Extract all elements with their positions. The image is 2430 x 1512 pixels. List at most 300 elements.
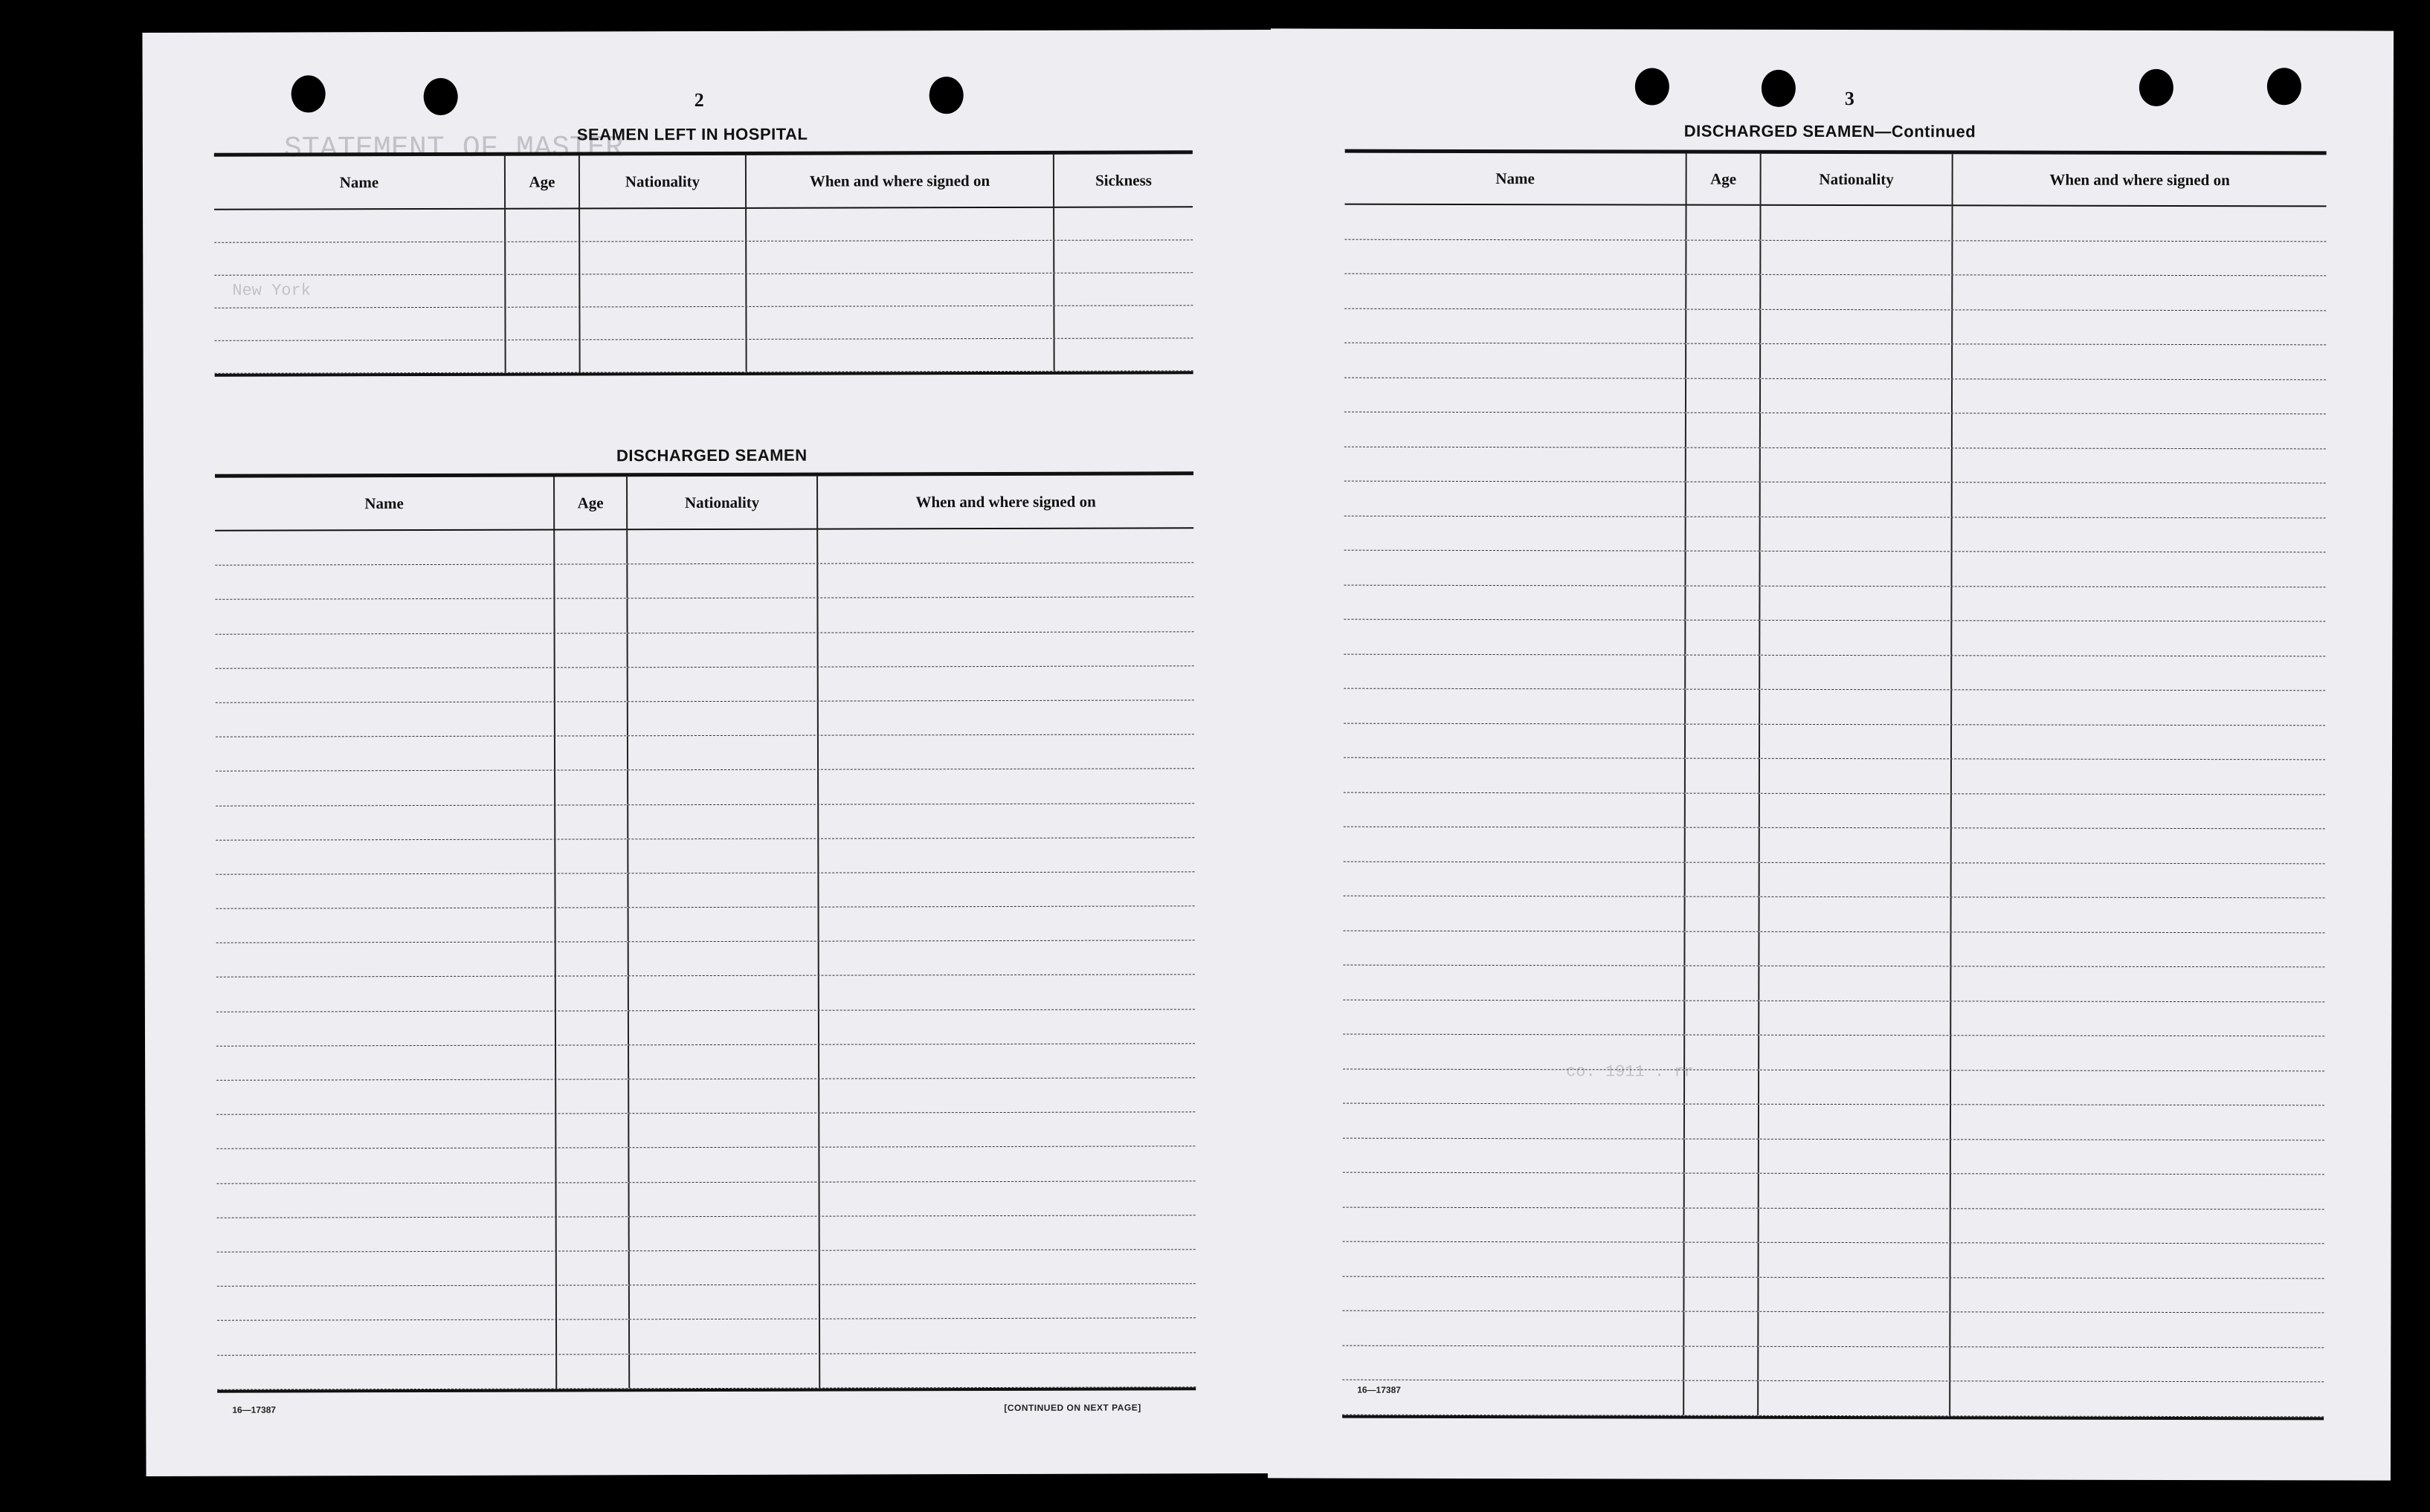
table-cell — [1759, 517, 1951, 551]
page-number: 2 — [694, 89, 704, 112]
table-cell — [215, 565, 553, 599]
table-cell — [1950, 1174, 2324, 1209]
table-row — [216, 872, 1194, 909]
table-cell — [1758, 1139, 1950, 1173]
table-row — [1342, 1380, 2324, 1417]
table-cell — [817, 872, 1194, 907]
table-cell — [1344, 239, 1685, 274]
discharged-table — [215, 471, 1196, 1392]
table-row — [216, 666, 1194, 703]
table-cell — [628, 1010, 818, 1044]
table-cell — [1683, 966, 1758, 1001]
table-cell — [1684, 862, 1759, 896]
table-cell — [1950, 656, 2325, 691]
table-cell — [1685, 344, 1759, 378]
table-row — [216, 1044, 1195, 1081]
table-cell — [1951, 379, 2326, 414]
page-number: 3 — [1844, 88, 1854, 110]
table-cell — [1759, 448, 1951, 482]
table-cell — [1053, 273, 1193, 305]
table-cell — [1951, 275, 2326, 310]
table-cell — [1684, 690, 1759, 724]
table-cell — [1951, 344, 2326, 379]
table-cell — [1950, 1070, 2324, 1105]
hospital-table — [214, 150, 1193, 376]
table-cell — [555, 1114, 628, 1147]
table-row — [1344, 792, 2325, 829]
table-cell — [216, 702, 554, 736]
table-cell — [1758, 1070, 1950, 1104]
table-row — [1344, 205, 2326, 242]
table-cell — [1949, 1278, 2324, 1313]
table-cell — [555, 1045, 628, 1079]
table-cell — [216, 805, 554, 839]
table-row — [1344, 308, 2326, 345]
table-cell — [1951, 310, 2326, 345]
table-cell — [1344, 758, 1684, 792]
column-header-nationality: Nationality — [579, 155, 745, 208]
table-cell — [1758, 966, 1950, 1001]
table-cell — [216, 1148, 555, 1183]
table-cell — [1685, 240, 1759, 274]
table-cell — [819, 1319, 1196, 1354]
table-row — [217, 1284, 1196, 1321]
table-row — [1344, 758, 2325, 795]
table-cell — [555, 943, 628, 976]
table-cell — [1683, 1001, 1758, 1035]
table-cell — [1343, 1138, 1683, 1172]
table-header — [1345, 153, 2327, 207]
table-row — [216, 1112, 1195, 1149]
column-header-name: Name — [1495, 169, 1535, 187]
table-row — [1342, 1311, 2324, 1348]
table-cell — [1950, 932, 2324, 967]
table-cell — [505, 340, 579, 372]
table-cell — [555, 977, 628, 1010]
table-cell — [819, 1353, 1196, 1388]
table-cell — [1759, 862, 1950, 896]
bleed-through-text: New York — [232, 281, 312, 300]
table-cell — [1950, 897, 2325, 932]
table-cell — [216, 771, 554, 805]
table-row — [216, 1078, 1195, 1115]
table-cell — [1758, 931, 1950, 966]
table-cell — [1344, 585, 1684, 619]
table-cell — [555, 1183, 628, 1216]
table-cell — [1684, 759, 1759, 793]
table-cell — [1759, 240, 1951, 274]
table-cell — [1758, 1243, 1950, 1277]
table-row — [1344, 862, 2325, 898]
table-row — [216, 941, 1195, 978]
table-row — [1343, 1104, 2324, 1140]
column-header-sickness: Sickness — [1053, 154, 1193, 206]
table-cell — [1343, 966, 1683, 1000]
table-cell — [1758, 1001, 1950, 1035]
table-cell — [555, 1148, 628, 1182]
column-header-name: Name — [364, 494, 404, 512]
table-cell — [1343, 1000, 1683, 1034]
table-cell — [216, 737, 554, 771]
table-cell — [745, 306, 1053, 339]
table-row — [1344, 827, 2325, 864]
table-cell — [1684, 586, 1759, 620]
right-page — [1268, 28, 2394, 1480]
table-cell — [214, 210, 504, 242]
table-row — [217, 1215, 1196, 1253]
table-cell — [1949, 1347, 2324, 1382]
table-cell — [1951, 517, 2326, 552]
column-header-nationality: Nationality — [626, 476, 816, 529]
table-cell — [1684, 552, 1759, 586]
table-cell — [1344, 896, 1684, 931]
table-cell — [1683, 1139, 1758, 1173]
table-cell — [215, 531, 553, 565]
table-row — [1344, 413, 2326, 449]
table-cell — [554, 668, 627, 701]
table-cell — [628, 1285, 819, 1319]
table-cell — [1951, 241, 2326, 276]
table-cell — [1759, 621, 1950, 655]
table-cell — [818, 1147, 1195, 1182]
table-cell — [817, 804, 1194, 839]
table-cell — [745, 274, 1053, 306]
table-cell — [1683, 1036, 1758, 1070]
table-cell — [1053, 240, 1193, 272]
table-cell — [1950, 621, 2325, 656]
table-cell — [817, 632, 1194, 667]
table-cell — [1683, 1381, 1757, 1415]
table-cell — [627, 633, 817, 667]
table-cell — [818, 1009, 1195, 1044]
bleed-through-text: co. 1911 . rr — [1566, 1062, 1694, 1082]
punch-hole — [929, 77, 964, 114]
table-cell — [554, 839, 627, 873]
table-cell — [628, 1079, 818, 1114]
left-page — [142, 30, 1280, 1476]
table-cell — [1759, 482, 1951, 517]
table-cell — [1685, 206, 1759, 240]
table-row — [216, 906, 1195, 943]
table-cell — [1343, 1242, 1683, 1276]
table-cell — [1344, 447, 1685, 481]
table-cell — [1683, 1243, 1758, 1277]
table-cell — [1344, 689, 1684, 723]
table-cell — [554, 873, 627, 907]
table-cell — [216, 839, 554, 873]
table-cell — [1759, 897, 1950, 931]
form-code: 16—17387 — [232, 1404, 277, 1415]
table-cell — [1950, 1001, 2324, 1036]
table-row — [1342, 1276, 2324, 1313]
table-cell — [746, 339, 1054, 372]
punch-hole — [291, 75, 326, 112]
table-cell — [1950, 1243, 2324, 1278]
table-cell — [627, 736, 817, 770]
table-row — [216, 838, 1194, 875]
column-header-age: Age — [504, 155, 579, 207]
table-row — [1343, 966, 2324, 1002]
table-cell — [1759, 552, 1950, 586]
table-cell — [504, 307, 579, 339]
table-cell — [1759, 344, 1951, 378]
table-cell — [217, 1217, 555, 1251]
table-cell — [1759, 586, 1950, 620]
table-cell — [1950, 725, 2325, 760]
table-cell — [1344, 205, 1685, 239]
column-header-age: Age — [1686, 154, 1760, 204]
table-cell — [1683, 1346, 1757, 1380]
table-cell — [216, 1114, 555, 1148]
table-cell — [1950, 863, 2325, 898]
punch-hole — [424, 78, 458, 115]
table-header — [215, 475, 1193, 531]
table-cell — [818, 906, 1195, 941]
column-header-signed-on: When and where signed on — [745, 155, 1053, 207]
table-cell — [554, 702, 627, 735]
table-row — [216, 769, 1194, 807]
table-cell — [745, 208, 1053, 241]
table-cell — [553, 599, 626, 633]
table-cell — [1951, 413, 2326, 448]
table-row — [1342, 1345, 2324, 1382]
table-cell — [628, 908, 818, 942]
table-cell — [555, 1251, 628, 1285]
table-cell — [627, 839, 817, 873]
table-cell — [626, 564, 816, 598]
punch-hole — [1762, 70, 1796, 107]
table-cell — [215, 599, 553, 633]
table-body — [215, 529, 1196, 1389]
table-cell — [579, 307, 745, 340]
table-row — [217, 1319, 1196, 1356]
table-cell — [1344, 792, 1684, 827]
table-cell — [214, 308, 504, 340]
table-row — [214, 273, 1193, 308]
table-cell — [818, 1078, 1195, 1113]
table-cell — [1950, 1105, 2324, 1140]
table-cell — [628, 1148, 818, 1182]
table-cell — [1759, 378, 1951, 413]
table-cell — [217, 1183, 555, 1217]
table-cell — [1343, 1104, 1683, 1138]
table-cell — [216, 873, 554, 908]
table-cell — [504, 274, 579, 306]
table-cell — [627, 804, 817, 839]
table-cell — [217, 1286, 555, 1320]
table-cell — [1950, 690, 2325, 725]
table-cell — [1343, 1207, 1683, 1241]
table-cell — [1759, 275, 1951, 309]
table-cell — [214, 242, 504, 275]
table-cell — [628, 1114, 818, 1148]
table-cell — [1950, 1036, 2324, 1070]
table-cell — [1949, 1312, 2324, 1347]
table-cell — [579, 242, 745, 274]
table-cell — [1758, 1105, 1950, 1139]
table-cell — [1685, 309, 1759, 343]
table-cell — [217, 1354, 555, 1389]
table-row — [1343, 1242, 2324, 1279]
table-cell — [504, 209, 579, 241]
table-cell — [1951, 206, 2326, 241]
table-cell — [555, 908, 628, 941]
table-row — [217, 1353, 1196, 1390]
table-row — [1344, 585, 2325, 621]
table-cell — [1684, 793, 1759, 827]
table-cell — [1343, 1173, 1683, 1207]
table-row — [216, 804, 1194, 841]
table-cell — [819, 1215, 1196, 1250]
table-cell — [1344, 482, 1685, 516]
table-cell — [1344, 516, 1685, 550]
table-cell — [1684, 828, 1759, 862]
table-row — [1343, 1000, 2324, 1036]
table-cell — [554, 771, 627, 804]
table-row — [215, 598, 1193, 635]
table-row — [1344, 274, 2326, 311]
table-cell — [1759, 655, 1950, 689]
table-cell — [216, 633, 554, 668]
table-cell — [1683, 1070, 1758, 1104]
punch-hole — [2139, 69, 2173, 106]
bleed-through-text: STATEMENT OF MASTER — [283, 132, 624, 167]
continued-note: [CONTINUED ON NEXT PAGE] — [1004, 1402, 1141, 1413]
table-cell — [1950, 794, 2325, 829]
table-cell — [214, 275, 504, 308]
table-cell — [1758, 1036, 1950, 1070]
table-row — [217, 1181, 1196, 1218]
table-cell — [819, 1181, 1196, 1216]
table-cell — [817, 666, 1194, 701]
discharged-section-title: DISCHARGED SEAMEN — [616, 445, 808, 465]
table-cell — [1685, 448, 1759, 482]
table-cell — [817, 734, 1194, 769]
table-cell — [819, 1284, 1196, 1319]
punch-hole — [1635, 68, 1669, 105]
table-row — [214, 240, 1193, 275]
table-row — [1344, 378, 2326, 414]
table-cell — [555, 1285, 628, 1319]
table-cell — [1685, 378, 1759, 413]
table-cell — [817, 700, 1194, 735]
table-cell — [1950, 966, 2324, 1001]
table-cell — [745, 241, 1053, 274]
table-cell — [1759, 793, 1950, 827]
table-row — [217, 1250, 1196, 1287]
table-row — [1343, 1035, 2324, 1071]
table-row — [1344, 654, 2325, 691]
table-cell — [1951, 448, 2326, 483]
table-cell — [579, 209, 745, 242]
column-header-age: Age — [553, 476, 626, 529]
table-cell — [1344, 551, 1684, 585]
table-cell — [1685, 413, 1759, 448]
table-cell — [627, 770, 817, 804]
table-cell — [1343, 931, 1683, 965]
table-cell — [818, 975, 1195, 1010]
table-cell — [216, 977, 555, 1011]
table-row — [1344, 620, 2325, 656]
table-row — [1344, 343, 2326, 380]
table-row — [216, 1009, 1195, 1047]
punch-hole — [2267, 68, 2301, 105]
table-cell — [216, 1011, 555, 1045]
table-cell — [818, 1112, 1195, 1147]
table-cell — [554, 805, 627, 839]
table-cell — [1759, 690, 1950, 724]
table-row — [214, 207, 1193, 242]
table-cell — [1344, 378, 1685, 412]
table-row — [215, 563, 1193, 600]
table-row — [1343, 1207, 2324, 1244]
table-cell — [1759, 206, 1951, 240]
table-cell — [1342, 1311, 1683, 1345]
table-cell — [1757, 1346, 1949, 1380]
table-row — [216, 734, 1194, 772]
table-cell — [1344, 723, 1684, 757]
column-header-nationality: Nationality — [1760, 154, 1952, 205]
table-cell — [216, 908, 555, 943]
table-row — [1344, 482, 2326, 518]
table-cell — [628, 1251, 819, 1285]
table-row — [1343, 931, 2324, 967]
table-body — [214, 207, 1193, 373]
table-cell — [1683, 1277, 1757, 1311]
table-cell — [1053, 306, 1193, 337]
table-cell — [1344, 654, 1684, 688]
table-cell — [628, 1319, 819, 1354]
table-cell — [816, 529, 1193, 563]
table-cell — [555, 1217, 628, 1250]
table-cell — [818, 941, 1195, 976]
table-cell — [217, 1251, 555, 1285]
table-cell — [1343, 1035, 1683, 1069]
table-cell — [1344, 413, 1685, 447]
table-cell — [1684, 655, 1759, 689]
table-row — [214, 306, 1193, 340]
table-row — [1344, 516, 2326, 552]
table-cell — [1685, 517, 1759, 551]
table-cell — [627, 667, 817, 701]
table-cell — [1950, 552, 2325, 587]
table-row — [1344, 551, 2325, 587]
table-cell — [555, 1354, 628, 1388]
table-cell — [553, 564, 626, 598]
table-cell — [628, 1216, 819, 1250]
table-cell — [627, 702, 817, 736]
table-row — [1344, 689, 2325, 726]
table-cell — [1949, 1381, 2324, 1416]
table-cell — [1685, 275, 1759, 309]
table-cell — [579, 340, 746, 372]
table-cell — [628, 1354, 819, 1388]
table-cell — [579, 274, 745, 307]
table-cell — [1344, 620, 1684, 654]
table-cell — [1344, 827, 1684, 862]
table-cell — [1344, 274, 1685, 308]
table-row — [1344, 723, 2325, 760]
table-cell — [1344, 343, 1685, 378]
table-cell — [816, 563, 1193, 598]
table-cell — [817, 769, 1194, 804]
table-row — [1343, 1173, 2324, 1209]
table-cell — [1342, 1345, 1683, 1380]
table-cell — [1684, 621, 1759, 655]
table-cell — [1759, 309, 1951, 343]
table-row — [216, 632, 1194, 669]
table-row — [1344, 896, 2325, 933]
